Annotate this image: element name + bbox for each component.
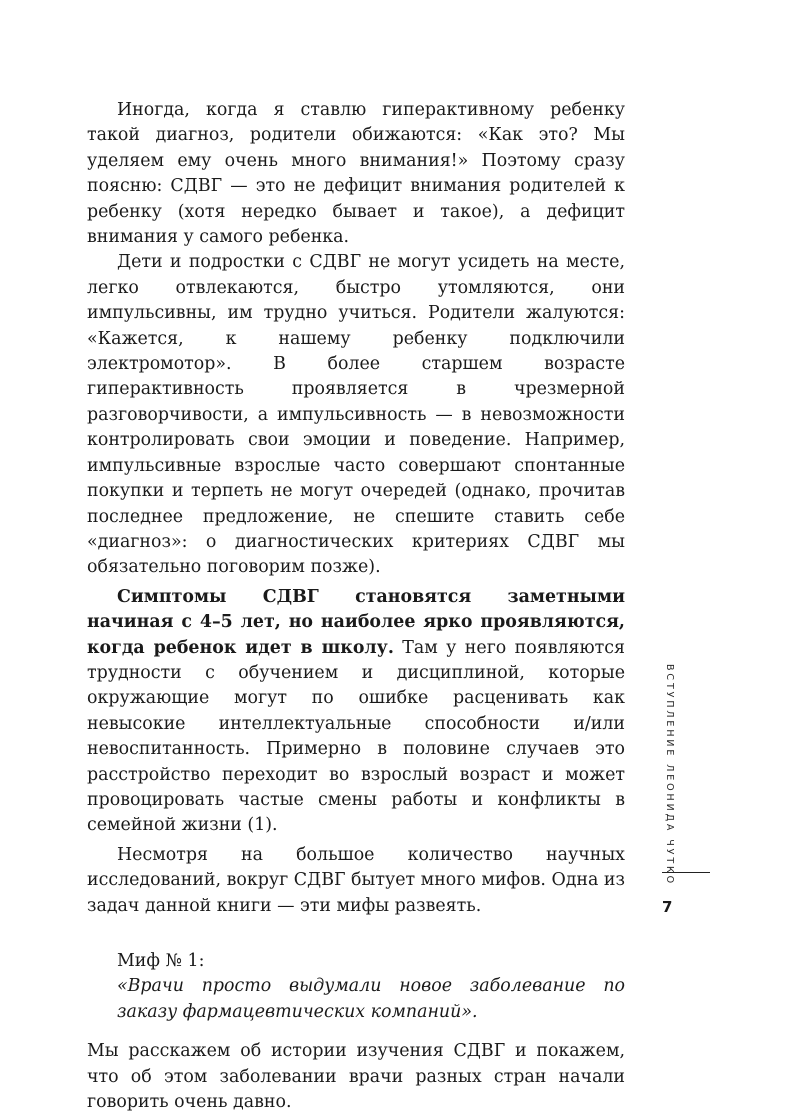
page-number: 7 xyxy=(662,898,673,916)
paragraph-myths-intro: Несмотря на большое количество научных исследований, вокруг СДВГ бытует много мифов. Одна из задач данной книги — эти мифы развеять. xyxy=(87,844,625,916)
running-head: ВСТУПЛЕНИЕ ЛЕОНИДА ЧУТКО xyxy=(664,664,675,887)
paragraph-adhd-diagnosis: Иногда, когда я ставлю гиперактивному ребенку такой диагноз, родители обижаются: «Как это? Мы уделяем ему очень много внимания!» Поэтому сразу поясню: СДВГ — это не дефицит внимания родителей к ребенку (хотя нередко бывает и такое), а дефицит внимания у самого ребенка. xyxy=(87,100,625,248)
main-text-column xyxy=(87,98,625,1115)
paragraph-onset-rest: Там у него появляются трудности с обучением и дисциплиной, которые окружающие могут по ошибке расценивать как невысокие интеллектуальные способности и/или невоспитанность. Примерно в половине случаев это расстройство переходит во взрослый возраст и может провоцировать частые смены работы и конфликты в семейной жизни (1). xyxy=(87,637,625,836)
myth-block xyxy=(87,949,625,1025)
paragraph-onset xyxy=(87,585,625,839)
footer-rule xyxy=(662,872,710,873)
bold-lead-sentence: Симптомы СДВГ становятся заметными начиная с 4–5 лет, но наиболее ярко проявляются, когда ребенок идет в школу. xyxy=(87,586,625,658)
myth-quote: «Врачи просто выдумали новое заболевание по заказу фармацевтических компаний». xyxy=(117,976,625,1022)
paragraph-adhd-symptoms: Дети и подростки с СДВГ не могут усидеть на месте, легко отвлекаются, быстро утомляются, они импульсивны, им трудно учиться. Родители жалуются: «Кажется, к нашему ребенку подключили электромотор». В более старшем возрасте гиперактивность проявляется в чрезмерной разговорчивости, а импульсивность — в невозможности контролировать свои эмоции и поведение. Например, импульсивные взрослые часто совершают спонтанные покупки и терпеть не могут очередей (однако, прочитав последнее предложение, не спешите ставить себе «диагноз»: о диагностических критериях СДВГ мы обязательно поговорим позже). xyxy=(87,252,625,578)
myth-label: Миф № 1: xyxy=(117,951,205,971)
myth-answer: Мы расскажем об истории изучения СДВГ и покажем, что об этом заболевании врачи разных стран начали говорить очень давно. xyxy=(87,1041,625,1113)
